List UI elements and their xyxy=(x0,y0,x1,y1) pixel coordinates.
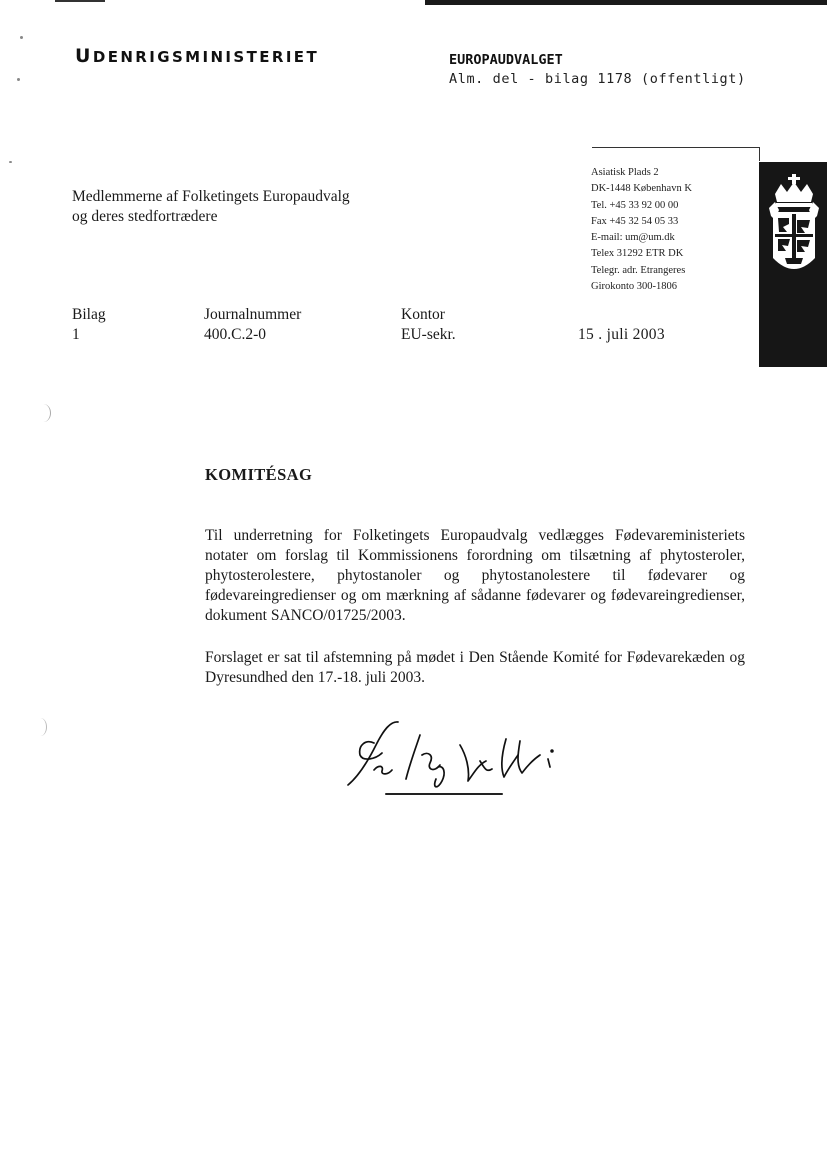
address-divider xyxy=(592,147,759,148)
bilag-value: 1 xyxy=(72,326,80,343)
scan-mark-top-left xyxy=(55,0,105,2)
punch-hole-mark xyxy=(34,718,47,736)
address-line: Tel. +45 33 92 00 00 xyxy=(591,199,679,211)
body-paragraph-2: Forslaget er sat til afstemning på mødet i Den Stående Komité for Fødevarekæden og Dyresundhed den 17.-18. juli 2003. xyxy=(205,649,745,686)
meta-kontor xyxy=(401,305,456,345)
scan-mark-top-right xyxy=(425,0,827,5)
address-line: DK-1448 København K xyxy=(591,183,692,195)
handwritten-signature xyxy=(336,715,566,820)
royal-coat-of-arms-icon xyxy=(767,172,821,284)
scan-speck xyxy=(9,161,12,163)
sender-address xyxy=(591,165,692,295)
journal-value: 400.C.2-0 xyxy=(204,326,266,343)
letter-date: 15 . juli 2003 xyxy=(578,326,665,343)
address-line: Asiatisk Plads 2 xyxy=(591,167,659,178)
body-paragraph-1: Til underretning for Folketingets Europaudvalg vedlægges Fødevareministeriets notater om forslag til Kommissionens forordning om tilsætning af phytosteroler, phytosterolestere, phytostanoler og phytostanolestere til fødevarer og fødevareingredienser og om mærkning af sådanne fødevarer og fødevareingredienser, dokument SANCO/01725/2003. xyxy=(205,527,745,624)
recipient-block xyxy=(72,187,350,227)
address-line: Fax +45 32 54 05 33 xyxy=(591,215,679,227)
signature-underline xyxy=(385,793,503,795)
journal-label: Journalnummer xyxy=(204,306,302,323)
recipient-line: og deres stedfortrædere xyxy=(72,208,218,225)
meta-bilag xyxy=(72,305,106,345)
address-line: Girokonto 300-1806 xyxy=(591,281,678,293)
stamp-reference: Alm. del - bilag 1178 (offentligt) xyxy=(449,71,746,87)
address-line: E-mail: um@um.dk xyxy=(591,232,675,244)
scan-speck xyxy=(20,36,23,39)
meta-journal xyxy=(204,305,301,345)
bilag-label: Bilag xyxy=(72,306,106,323)
letter-heading: KOMITÉSAG xyxy=(205,465,313,484)
recipient-line: Medlemmerne af Folketingets Europaudvalg xyxy=(72,188,350,205)
address-divider-tick xyxy=(759,147,760,161)
address-line: Telegr. adr. Etrangeres xyxy=(591,264,686,276)
kontor-label: Kontor xyxy=(401,306,445,323)
ministry-name: UDENRIGSMINISTERIET xyxy=(75,45,320,67)
stamp-committee: EUROPAUDVALGET xyxy=(449,52,563,68)
kontor-value: EU-sekr. xyxy=(401,326,456,343)
address-line: Telex 31292 ETR DK xyxy=(591,248,684,260)
punch-hole-mark xyxy=(36,404,51,422)
scan-speck xyxy=(17,78,20,81)
